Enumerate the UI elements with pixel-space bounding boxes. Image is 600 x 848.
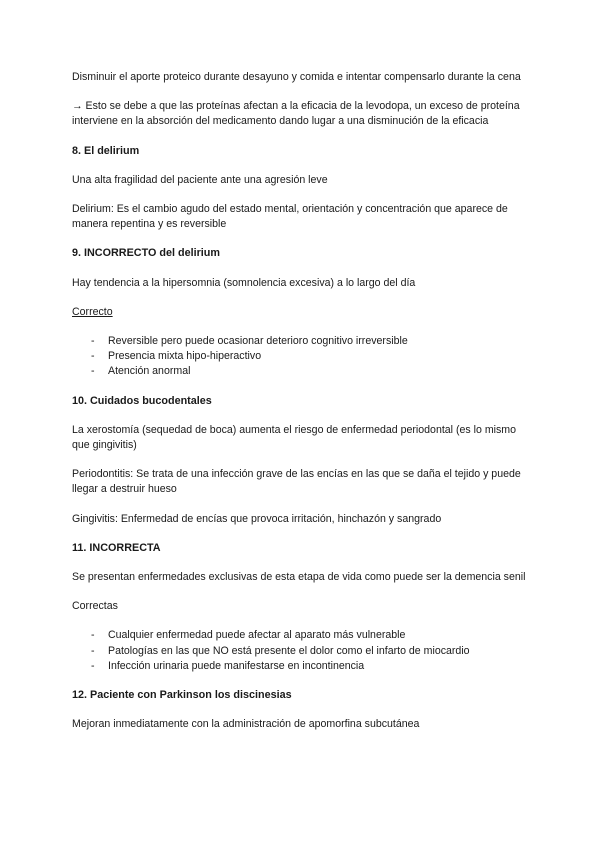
paragraph: Disminuir el aporte proteico durante desayuno y comida e intentar compensarlo durante la cena <box>72 71 521 83</box>
paragraph: Una alta fragilidad del paciente ante una agresión leve <box>72 173 328 186</box>
section-11 <box>72 541 528 674</box>
section-heading: 8. El delirium <box>72 144 140 157</box>
section-heading: 9. INCORRECTO del delirium <box>72 247 220 260</box>
paragraph: Mejoran inmediatamente con la administración de apomorfina subcutánea <box>72 718 420 731</box>
paragraph: Hay tendencia a la hipersomnia (somnolencia excesiva) a lo largo del día <box>72 276 416 289</box>
bullet-list <box>72 334 528 380</box>
section-9 <box>72 246 528 379</box>
paragraph: Periodontitis: Se trata de una infección grave de las encías en las que se daña el tejido y puede llegar a destruir hueso <box>72 468 521 496</box>
section-heading: 12. Paciente con Parkinson los discinesias <box>72 689 292 702</box>
paragraph: Gingivitis: Enfermedad de encías que provoca irritación, hinchazón y sangrado <box>72 512 442 525</box>
paragraph: → Esto se debe a que las proteínas afectan a la eficacia de la levodopa, un exceso de proteína interviene en la absorción del medicamento dando lugar a una disminución de la eficacia <box>72 100 520 128</box>
bullet-list <box>72 628 528 674</box>
document-page <box>72 70 528 746</box>
section-heading: 10. Cuidados bucodentales <box>72 394 212 407</box>
list-item: - Reversible pero puede ocasionar deterioro cognitivo irreversible <box>72 334 528 349</box>
section-8 <box>72 144 528 233</box>
subheading-correcto: Correcto <box>72 305 113 318</box>
subheading-correctas: Correctas <box>72 600 118 613</box>
list-item: - Cualquier enfermedad puede afectar al aparato más vulnerable <box>72 628 528 643</box>
section-10 <box>72 394 528 527</box>
section-heading: 11. INCORRECTA <box>72 541 161 554</box>
paragraph: La xerostomía (sequedad de boca) aumenta el riesgo de enfermedad periodontal (es lo mismo que gingivitis) <box>72 423 517 452</box>
list-item: - Presencia mixta hipo-hiperactivo <box>72 349 528 364</box>
list-item: - Infección urinaria puede manifestarse en incontinencia <box>72 659 528 674</box>
section-12 <box>72 688 528 732</box>
list-item: - Atención anormal <box>72 364 528 379</box>
paragraph: Delirium: Es el cambio agudo del estado mental, orientación y concentración que aparece de manera repentina y es reversible <box>72 203 508 231</box>
section-proteins <box>72 70 528 130</box>
paragraph: Se presentan enfermedades exclusivas de esta etapa de vida como puede ser la demencia senil <box>72 571 526 584</box>
list-item: - Patologías en las que NO está presente el dolor como el infarto de miocardio <box>72 644 528 659</box>
